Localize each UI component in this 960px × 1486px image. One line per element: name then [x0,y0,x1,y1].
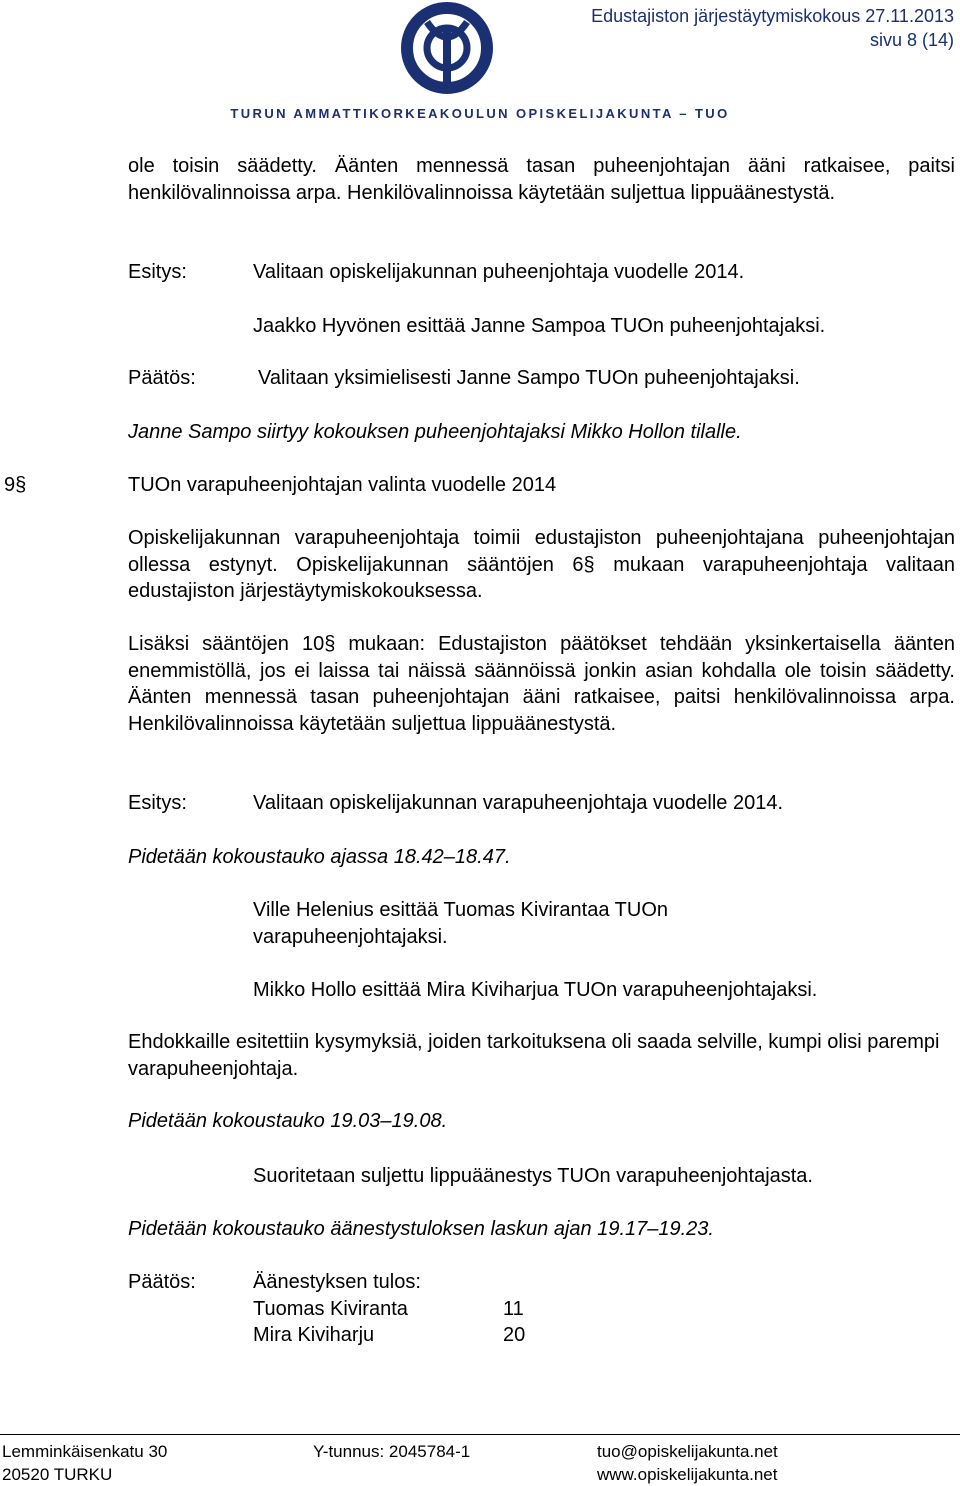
result-votes: 20 [503,1324,526,1346]
esitys-text: Valitaan opiskelijakunnan puheenjohtaja vuodelle 2014. [253,261,745,283]
document-title: Edustajiston järjestäytymiskokous 27.11.2013 [591,6,954,26]
vote-note: Suoritetaan suljettu lippuäänestys TUOn varapuheenjohtajasta. [253,1165,813,1187]
result-votes: 11 [503,1298,524,1320]
proposal-text: Jaakko Hyvönen esittää Janne Sampoa TUOn puheenjohtajaksi. [253,315,826,337]
org-logo [397,2,497,100]
paatos-label: Päätös: [128,367,196,389]
break-note: Pidetään kokoustauko ajassa 18.42–18.47. [128,846,511,868]
footer-divider [0,1434,960,1435]
footer-email-link[interactable]: tuo@opiskelijakunta.net [597,1442,778,1461]
results-title: Äänestyksen tulos: [253,1271,421,1293]
proposal-text: Mikko Hollo esittää Mira Kiviharjua TUOn varapuheenjohtajaksi. [253,979,818,1001]
esitys-text: Valitaan opiskelijakunnan varapuheenjohtaja vuodelle 2014. [253,792,784,814]
break-note: Pidetään kokoustauko äänestystuloksen laskun ajan 19.17–19.23. [128,1218,714,1240]
footer-business-id: Y-tunnus: 2045784-1 [313,1442,471,1461]
esitys-label: Esitys: [128,792,187,814]
esitys-label: Esitys: [128,261,187,283]
footer-address-street: Lemminkäisenkatu 30 [2,1442,168,1461]
paatos-text: Valitaan yksimielisesti Janne Sampo TUOn puheenjohtajaksi. [258,367,800,389]
paragraph: Opiskelijakunnan varapuheenjohtaja toimii edustajiston puheenjohtajana puheenjohtajan ollessa estynyt. Opiskelijakunnan sääntöjen 6§ mukaan varapuheenjohtaja valitaan edustajiston järjestäytymiskokouksessa. [128,527,955,602]
result-name: Mira Kiviharju [253,1324,375,1346]
paatos-label: Päätös: [128,1271,196,1293]
paragraph: Lisäksi sääntöjen 10§ mukaan: Edustajiston päätökset tehdään yksinkertaisella äänten enemmistöllä, jos ei laissa tai näissä säännöissä jonkin asian kohdalla ole toisin säädetty. Äänten mennessä tasan puheenjohtajan ääni ratkaisee, paitsi henkilövalinnoissa arpa. Henkilövalinnoissa käytetään suljettua lippuäänestystä. [128,633,955,735]
break-note: Pidetään kokoustauko 19.03–19.08. [128,1110,448,1132]
footer-web-link[interactable]: www.opiskelijakunta.net [597,1465,778,1484]
proposal-text: Ville Helenius esittää Tuomas Kivirantaa TUOn varapuheenjohtajaksi. [253,899,669,948]
footer-address-city: 20520 TURKU [2,1465,113,1484]
questions-paragraph: Ehdokkaille esitettiin kysymyksiä, joiden tarkoituksena oli saada selville, kumpi olisi parempi varapuheenjohtaja. [128,1031,940,1080]
page-number: sivu 8 (14) [869,30,954,50]
section-number: 9§ [4,474,27,496]
chair-note: Janne Sampo siirtyy kokouksen puheenjohtajaksi Mikko Hollon tilalle. [128,421,742,443]
section-title: TUOn varapuheenjohtajan valinta vuodelle 2014 [128,474,557,496]
result-name: Tuomas Kiviranta [253,1298,408,1320]
top-paragraph: ole toisin säädetty. Äänten mennessä tasan puheenjohtajan ääni ratkaisee, paitsi henkilövalinnoissa arpa. Henkilövalinnoissa käytetään suljettua lippuäänestystä. [128,155,955,204]
organization-name: TURUN AMMATTIKORKEAKOULUN OPISKELIJAKUNTA – TUO [230,106,730,121]
